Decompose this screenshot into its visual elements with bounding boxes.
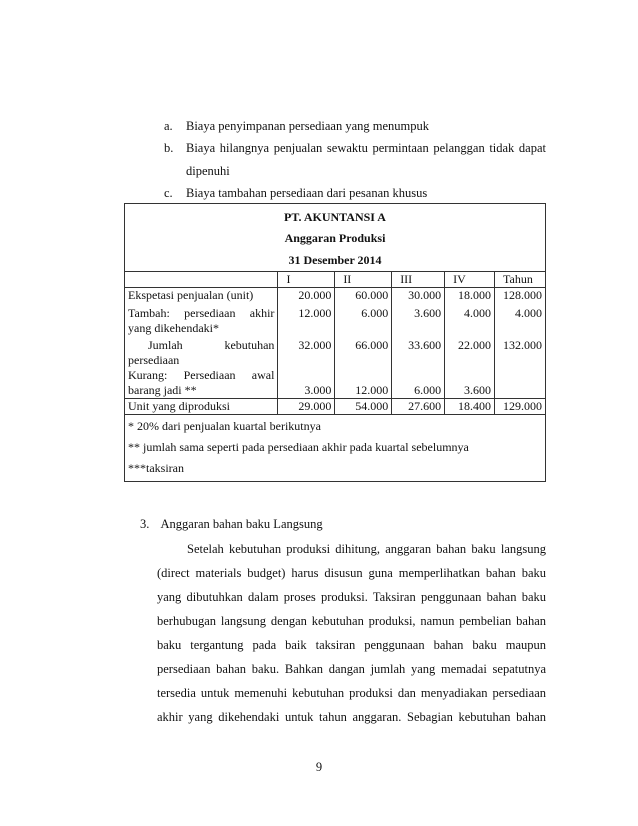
table-row [125, 303, 546, 336]
row-label [125, 303, 278, 336]
column-header-row [125, 272, 546, 288]
cell-stack [392, 336, 445, 399]
paragraph-line: Setelah kebutuhan produksi dihitung, anggaran bahan baku langsung [187, 542, 546, 556]
column-header: IV [445, 272, 495, 288]
row-label: Unit yang diproduksi [125, 399, 278, 415]
row-label [125, 336, 278, 399]
table-date: 31 Desember 2014 [125, 249, 546, 272]
note: ***taksiran [128, 461, 184, 475]
header-row-company [125, 204, 546, 228]
cell-value: 12.000 [278, 303, 335, 336]
cell-value: 4.000 [445, 303, 495, 336]
cell-value: 54.000 [335, 399, 392, 415]
cell-value: 3.600 [464, 383, 492, 397]
table-title: Anggaran Produksi [125, 227, 546, 249]
paragraph-line: akhir yang dikehendaki untuk tahun anggaran. Sebagian kebutuhan bahan [157, 710, 546, 724]
cell-value: 20.000 [278, 288, 335, 304]
cell-value: 6.000 [335, 303, 392, 336]
section-heading [140, 517, 323, 532]
production-budget-table [124, 203, 546, 482]
row-label: Ekspetasi penjualan (unit) [125, 288, 278, 304]
cell-value: 12.000 [355, 383, 389, 397]
paragraph-line: yang dibutuhkan dalam proses produksi. Taksiran penggunaan bahan baku [157, 590, 546, 604]
note: * 20% dari penjualan kuartal berikutnya [128, 419, 321, 433]
row-label-line: persediaan [128, 353, 180, 367]
cell-value: 18.400 [445, 399, 495, 415]
list-text: Biaya tambahan persediaan dari pesanan khusus [186, 186, 428, 200]
list-letter: b. [164, 141, 174, 155]
cell-value: 27.600 [392, 399, 445, 415]
list-letter: c. [164, 186, 173, 200]
note: ** jumlah sama seperti pada persediaan akhir pada kuartal sebelumnya [128, 440, 469, 454]
header-row-title [125, 227, 546, 249]
column-header: III [392, 272, 445, 288]
list-text-continued: dipenuhi [186, 164, 230, 178]
paragraph-line: baku tergantung pada baik taksiran penggunaan bahan baku maupun [157, 638, 546, 652]
cell-stack [335, 336, 392, 399]
cell-value: 3.600 [392, 303, 445, 336]
list-item-a [164, 118, 546, 134]
company-name: PT. AKUNTANSI A [125, 204, 546, 228]
cell-stack [278, 336, 335, 399]
table-row [125, 288, 546, 304]
cell-value: 18.000 [445, 288, 495, 304]
paragraph-line: tersedia untuk memenuhi kebutuhan produksi dan menyadiakan persediaan [157, 686, 546, 700]
cell-value: 32.000 [298, 338, 332, 352]
cell-value: 132.000 [503, 338, 542, 352]
list-text: Biaya penyimpanan persediaan yang menumpuk [186, 119, 429, 133]
cell-value: 22.000 [458, 338, 492, 352]
paragraph-line: (direct materials budget) harus disusun guna memperlihatkan bahan baku [157, 566, 546, 580]
header-row-date [125, 249, 546, 272]
cell-stack [495, 336, 546, 399]
section-number: 3. [140, 517, 150, 531]
cell-value: 66.000 [355, 338, 389, 352]
cell-value: 129.000 [495, 399, 546, 415]
paragraph-line: persediaan bahan baku. Bahkan dangan jumlah yang memadai sepatutnya [157, 662, 546, 676]
cell-value: 4.000 [495, 303, 546, 336]
row-label-line: Jumlah kebutuhan [148, 338, 275, 352]
list-letter: a. [164, 119, 173, 133]
row-label-line: barang jadi ** [128, 383, 197, 397]
notes-cell [125, 415, 546, 482]
cell-stack [445, 336, 495, 399]
column-header: I [278, 272, 335, 288]
table-row [125, 336, 546, 399]
cell-value: 3.000 [304, 383, 332, 397]
section-title: Anggaran bahan baku Langsung [160, 517, 323, 531]
empty-header-cell [125, 272, 278, 288]
list-item-b [164, 140, 546, 180]
row-label-line: yang dikehendaki* [128, 321, 219, 335]
table-row-total [125, 399, 546, 415]
cell-value: 29.000 [278, 399, 335, 415]
list-item-c [164, 185, 546, 201]
column-header: II [335, 272, 392, 288]
notes-row [125, 415, 546, 482]
cell-value: 6.000 [414, 383, 442, 397]
paragraph-line: berhubugan langsung dengan kebutuhan produksi, namun pembelian bahan [157, 614, 546, 628]
list-text: Biaya hilangnya penjualan sewaktu permintaan pelanggan tidak dapat [186, 141, 546, 155]
row-label-line: Kurang: Persediaan awal [128, 368, 275, 382]
cell-value: 30.000 [392, 288, 445, 304]
cell-value: 33.600 [408, 338, 442, 352]
cell-value: 128.000 [495, 288, 546, 304]
cell-value: 60.000 [335, 288, 392, 304]
page-number: 9 [315, 760, 323, 774]
column-header: Tahun [495, 272, 546, 288]
row-label-line: Tambah: persediaan akhir [128, 306, 275, 320]
